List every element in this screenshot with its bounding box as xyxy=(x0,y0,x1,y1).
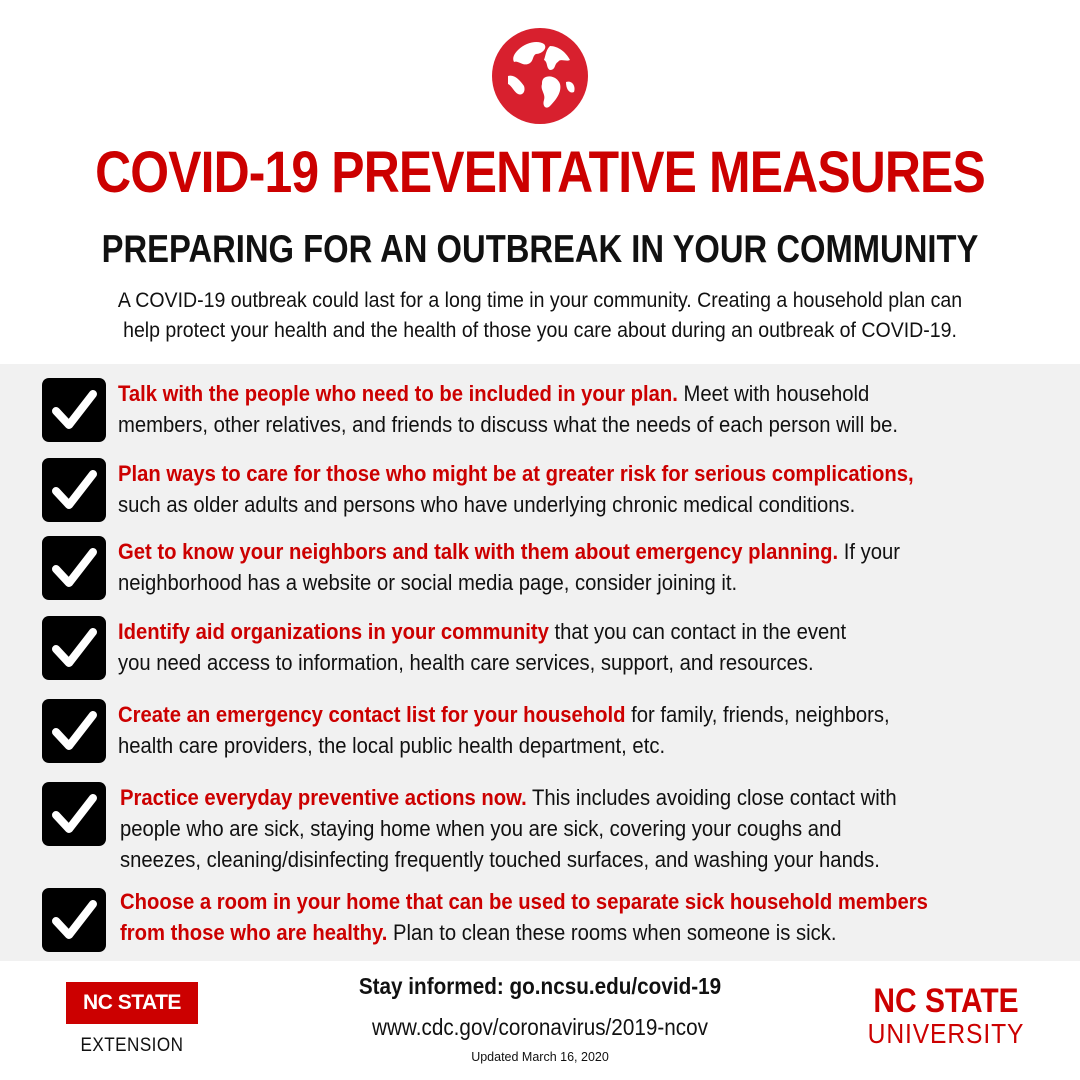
item-body: sneezes, cleaning/disinfecting frequently touched surfaces, and washing your hands. xyxy=(120,847,880,872)
item-lead: Choose a room in your home that can be used to separate sick household members xyxy=(120,889,928,914)
item-body: people who are sick, staying home when you are sick, covering your coughs and xyxy=(120,816,842,841)
checkbox-checked-icon xyxy=(42,616,106,680)
checklist-item-text xyxy=(118,536,1018,598)
checkbox-checked-icon xyxy=(42,782,106,846)
item-lead: Get to know your neighbors and talk with them about emergency planning. xyxy=(118,539,839,564)
checkbox-checked-icon xyxy=(42,536,106,600)
item-body: health care providers, the local public health department, etc. xyxy=(118,733,666,758)
item-lead: Practice everyday preventive actions now. xyxy=(120,785,527,810)
updated-date: Updated March 16, 2020 xyxy=(471,1050,609,1064)
university-logo-name: NC STATE xyxy=(873,982,1019,1020)
item-body: Meet with household xyxy=(677,381,870,406)
checkbox-checked-icon xyxy=(42,458,106,522)
item-body: If your xyxy=(838,539,900,564)
checkbox-checked-icon xyxy=(42,378,106,442)
item-lead: Talk with the people who need to be included in your plan. xyxy=(118,381,678,406)
stay-informed-link[interactable]: Stay informed: go.ncsu.edu/covid-19 xyxy=(358,973,722,999)
checkbox-checked-icon xyxy=(42,888,106,952)
checklist-item-text xyxy=(118,699,1018,761)
item-body: such as older adults and persons who have underlying chronic medical conditions. xyxy=(118,492,856,517)
checkbox-checked-icon xyxy=(42,699,106,763)
item-lead: Identify aid organizations in your community xyxy=(118,619,549,644)
item-lead: from those who are healthy. xyxy=(120,920,388,945)
item-body: Plan to clean these rooms when someone is sick. xyxy=(387,920,837,945)
page-subtitle: PREPARING FOR AN OUTBREAK IN YOUR COMMUNITY xyxy=(101,228,979,271)
checklist-item-text xyxy=(120,886,1020,948)
checklist-item-text xyxy=(118,616,1018,678)
university-logo-label: UNIVERSITY xyxy=(867,1018,1025,1049)
checklist-item-text xyxy=(118,378,1018,440)
checklist-item-text xyxy=(118,458,1018,520)
item-body: This includes avoiding close contact with xyxy=(526,785,897,810)
item-body: that you can contact in the event xyxy=(548,619,847,644)
checklist-item-text xyxy=(120,782,1020,875)
extension-logo-badge: NC STATE xyxy=(66,982,198,1024)
item-body: members, other relatives, and friends to discuss what the needs of each person will be. xyxy=(118,412,899,437)
item-lead: Create an emergency contact list for your household xyxy=(118,702,626,727)
item-body: for family, friends, neighbors, xyxy=(625,702,890,727)
item-body: you need access to information, health care services, support, and resources. xyxy=(118,650,814,675)
item-lead: Plan ways to care for those who might be at greater risk for serious complications, xyxy=(118,461,914,486)
extension-logo-label: EXTENSION xyxy=(80,1035,184,1056)
cdc-link[interactable]: www.cdc.gov/coronavirus/2019-ncov xyxy=(372,1014,708,1040)
intro-line-2: help protect your health and the health of those you care about during an outbreak of COVID-19. xyxy=(123,319,957,342)
intro-line-1: A COVID-19 outbreak could last for a long time in your community. Creating a household plan can xyxy=(117,289,963,312)
item-body: neighborhood has a website or social media page, consider joining it. xyxy=(118,570,738,595)
intro-text xyxy=(66,286,1015,346)
globe-icon xyxy=(488,24,592,128)
page-title: COVID-19 PREVENTATIVE MEASURES xyxy=(95,140,985,205)
